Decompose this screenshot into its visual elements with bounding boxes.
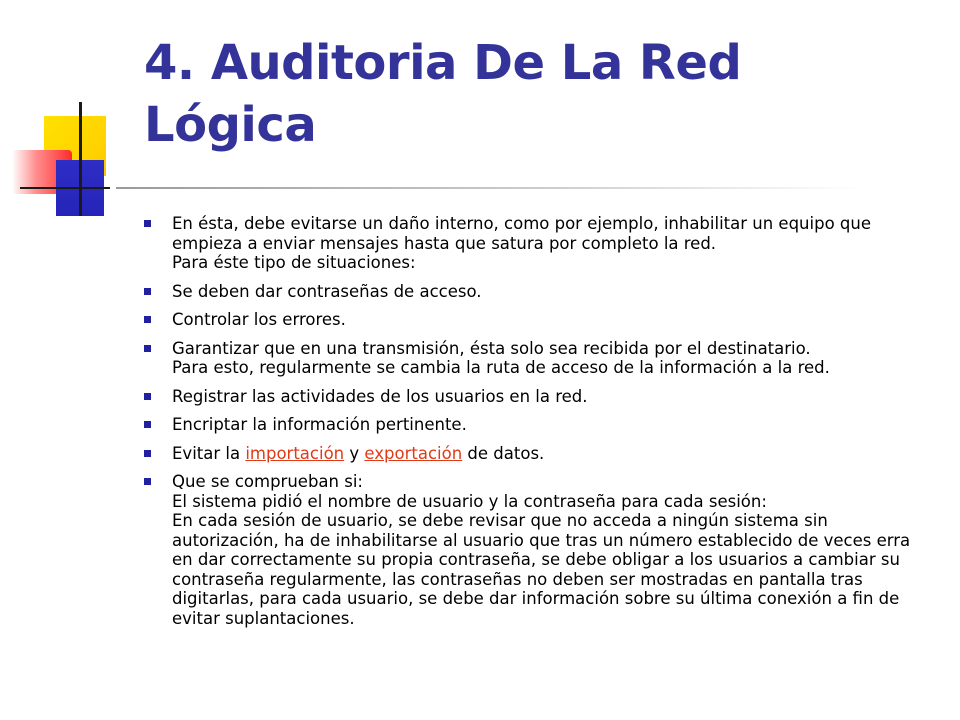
slide-title: 4. Auditoria De La Red Lógica xyxy=(144,35,742,153)
bullet-text: Encriptar la información pertinente. xyxy=(172,415,467,434)
square-bullet-icon xyxy=(144,450,151,457)
square-bullet-icon xyxy=(144,316,151,323)
decorative-horizontal-line xyxy=(20,187,110,189)
square-bullet-icon xyxy=(144,478,151,485)
bullet-list xyxy=(130,214,920,637)
square-bullet-icon xyxy=(144,288,151,295)
bullet-item xyxy=(130,339,920,378)
bullet-text: Para éste tipo de situaciones: xyxy=(172,253,416,272)
bullet-item xyxy=(130,444,920,464)
square-bullet-icon xyxy=(144,421,151,428)
bullet-text: Que se comprueban si: xyxy=(172,472,363,491)
square-bullet-icon xyxy=(144,393,151,400)
bullet-text-middle: y xyxy=(344,443,365,463)
bullet-item xyxy=(130,472,920,628)
bullet-text-with-links xyxy=(172,444,920,464)
bullet-text: El sistema pidió el nombre de usuario y la contraseña para cada sesión: xyxy=(172,491,767,511)
exportacion-link[interactable]: exportación xyxy=(364,443,463,463)
decorative-vertical-line xyxy=(79,102,82,216)
bullet-text: Garantizar que en una transmisión, ésta solo sea recibida por el destinatario. xyxy=(172,338,811,358)
bullet-text: Se deben dar contraseñas de acceso. xyxy=(172,281,482,301)
title-underline-rule xyxy=(116,187,864,189)
bullet-text: Controlar los errores. xyxy=(172,310,346,329)
square-bullet-icon xyxy=(144,345,151,352)
bullet-text-suffix: de datos. xyxy=(462,443,545,463)
bullet-item xyxy=(130,310,920,330)
bullet-text: Para esto, regularmente se cambia la ruta de acceso de la información a la red. xyxy=(172,358,830,377)
bullet-item xyxy=(130,387,920,407)
bullet-text: En ésta, debe evitarse un daño interno, como por ejemplo, inhabilitar un equipo que empieza a enviar mensajes hasta que satura por completo la red. xyxy=(172,214,871,253)
bullet-text-prefix: Evitar la xyxy=(172,443,246,463)
importacion-link[interactable]: importación xyxy=(245,443,345,463)
bullet-item xyxy=(130,415,920,435)
square-bullet-icon xyxy=(144,220,151,227)
bullet-item xyxy=(130,282,920,302)
bullet-item xyxy=(130,214,920,273)
bullet-text: En cada sesión de usuario, se debe revisar que no acceda a ningún sistema sin autorización, ha de inhabilitarse al usuario que tras un número establecido de veces erra en dar correctamente su propia contraseña, se debe obligar a los usuarios a cambiar su contraseña regularmente, las contraseñas no deben ser mostradas en pantalla tras digitarlas, para cada usuario, se debe dar información sobre su última conexión a fin de evitar suplantaciones. xyxy=(172,511,911,628)
bullet-text: Registrar las actividades de los usuarios en la red. xyxy=(172,386,588,406)
